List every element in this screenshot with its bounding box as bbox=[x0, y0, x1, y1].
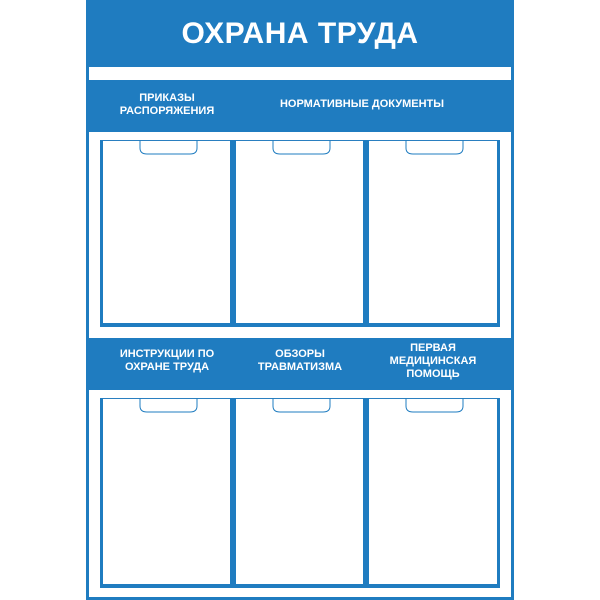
section-label-injury-reviews: ОБЗОРЫ ТРАВМАТИЗМА bbox=[257, 348, 343, 373]
section-label-orders: ПРИКАЗЫ РАСПОРЯЖЕНИЯ bbox=[119, 92, 215, 117]
board-title: ОХРАНА ТРУДА bbox=[181, 16, 419, 50]
title-bar bbox=[86, 0, 514, 67]
pocket-notch bbox=[236, 398, 369, 418]
pocket-notch bbox=[103, 140, 236, 160]
pocket-notch bbox=[103, 398, 236, 418]
pocket-notch bbox=[369, 398, 503, 418]
document-pocket[interactable] bbox=[100, 140, 233, 327]
document-pocket[interactable] bbox=[366, 140, 500, 327]
section-label-normative-documents: НОРМАТИВНЫЕ ДОКУМЕНТЫ bbox=[279, 98, 445, 110]
pocket-notch bbox=[369, 140, 503, 160]
section-label-first-aid: ПЕРВАЯ МЕДИЦИНСКАЯ ПОМОЩЬ bbox=[389, 342, 477, 380]
pocket-notch bbox=[236, 140, 369, 160]
document-pocket[interactable] bbox=[233, 398, 366, 588]
document-pocket[interactable] bbox=[366, 398, 500, 588]
document-pocket[interactable] bbox=[233, 140, 366, 327]
section-label-safety-instructions: ИНСТРУКЦИИ ПО ОХРАНЕ ТРУДА bbox=[119, 348, 215, 373]
document-pocket[interactable] bbox=[100, 398, 233, 588]
